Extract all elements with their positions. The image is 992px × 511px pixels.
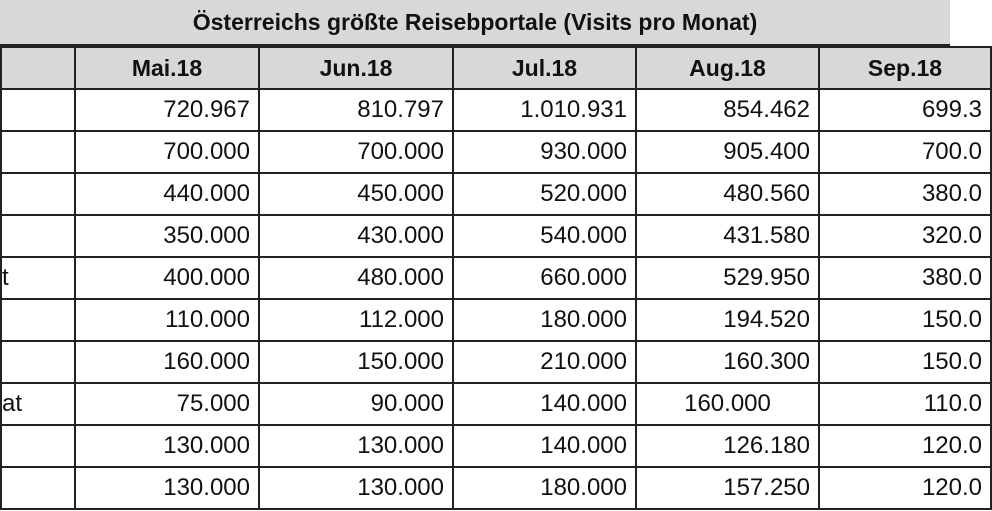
- table-row: [1, 131, 991, 173]
- visits-table: [0, 46, 992, 510]
- cell-jul: 140.000: [453, 383, 636, 425]
- cell-sep: 110.0: [819, 383, 991, 425]
- table-row: [1, 299, 991, 341]
- cell-aug: 126.180: [636, 425, 819, 467]
- cell-jun: 150.000: [259, 341, 453, 383]
- table-row: [1, 425, 991, 467]
- cell-jul: 1.010.931: [453, 89, 636, 131]
- cell-sep: 120.0: [819, 467, 991, 509]
- table-row: [1, 89, 991, 131]
- cell-aug: 431.580: [636, 215, 819, 257]
- cell-jun: 430.000: [259, 215, 453, 257]
- cell-jul: 930.000: [453, 131, 636, 173]
- cell-jul: 540.000: [453, 215, 636, 257]
- table-row: [1, 341, 991, 383]
- row-portal-name: [1, 299, 75, 341]
- table-row: [1, 215, 991, 257]
- cell-mai: 75.000: [75, 383, 259, 425]
- cell-sep: 380.0: [819, 257, 991, 299]
- cell-mai: 160.000: [75, 341, 259, 383]
- cell-jun: 90.000: [259, 383, 453, 425]
- cell-aug: 194.520: [636, 299, 819, 341]
- table-row: [1, 173, 991, 215]
- header-name: [1, 47, 75, 89]
- table-row: [1, 383, 991, 425]
- cell-jun: 480.000: [259, 257, 453, 299]
- cell-mai: 700.000: [75, 131, 259, 173]
- header-sep: Sep.18: [819, 47, 991, 89]
- cell-mai: 720.967: [75, 89, 259, 131]
- row-portal-name: [1, 215, 75, 257]
- cell-sep: 120.0: [819, 425, 991, 467]
- cell-jul: 210.000: [453, 341, 636, 383]
- cell-mai: 440.000: [75, 173, 259, 215]
- cell-jun: 700.000: [259, 131, 453, 173]
- row-portal-name: [1, 173, 75, 215]
- cell-jun: 130.000: [259, 425, 453, 467]
- cell-mai: 400.000: [75, 257, 259, 299]
- header-jul: Jul.18: [453, 47, 636, 89]
- cell-sep: 320.0: [819, 215, 991, 257]
- cell-jul: 660.000: [453, 257, 636, 299]
- table-title: Österreichs größte Reisebportale (Visits pro Monat): [0, 0, 950, 46]
- cell-aug: 854.462: [636, 89, 819, 131]
- cell-mai: 110.000: [75, 299, 259, 341]
- cell-sep: 380.0: [819, 173, 991, 215]
- row-portal-name: at: [1, 383, 75, 425]
- table-row: [1, 257, 991, 299]
- cell-aug: 160.300: [636, 341, 819, 383]
- cell-sep: 700.0: [819, 131, 991, 173]
- cell-mai: 350.000: [75, 215, 259, 257]
- cell-aug: 905.400: [636, 131, 819, 173]
- cell-jul: 180.000: [453, 299, 636, 341]
- cell-jun: 112.000: [259, 299, 453, 341]
- cell-aug: 529.950: [636, 257, 819, 299]
- row-portal-name: [1, 131, 75, 173]
- row-portal-name: [1, 89, 75, 131]
- header-mai: Mai.18: [75, 47, 259, 89]
- row-portal-name: t: [1, 257, 75, 299]
- cell-aug: 157.250: [636, 467, 819, 509]
- cell-sep: 150.0: [819, 299, 991, 341]
- header-jun: Jun.18: [259, 47, 453, 89]
- header-aug: Aug.18: [636, 47, 819, 89]
- cell-jul: 140.000: [453, 425, 636, 467]
- cell-aug: 480.560: [636, 173, 819, 215]
- cell-sep: 150.0: [819, 341, 991, 383]
- cell-aug: 160.000: [636, 383, 819, 425]
- header-row: [1, 47, 991, 89]
- row-portal-name: [1, 425, 75, 467]
- cell-jul: 520.000: [453, 173, 636, 215]
- row-portal-name: [1, 467, 75, 509]
- table-row: [1, 467, 991, 509]
- cell-mai: 130.000: [75, 467, 259, 509]
- cell-jun: 810.797: [259, 89, 453, 131]
- row-portal-name: [1, 341, 75, 383]
- cell-sep: 699.3: [819, 89, 991, 131]
- cell-jun: 130.000: [259, 467, 453, 509]
- cell-jun: 450.000: [259, 173, 453, 215]
- cell-mai: 130.000: [75, 425, 259, 467]
- cell-jul: 180.000: [453, 467, 636, 509]
